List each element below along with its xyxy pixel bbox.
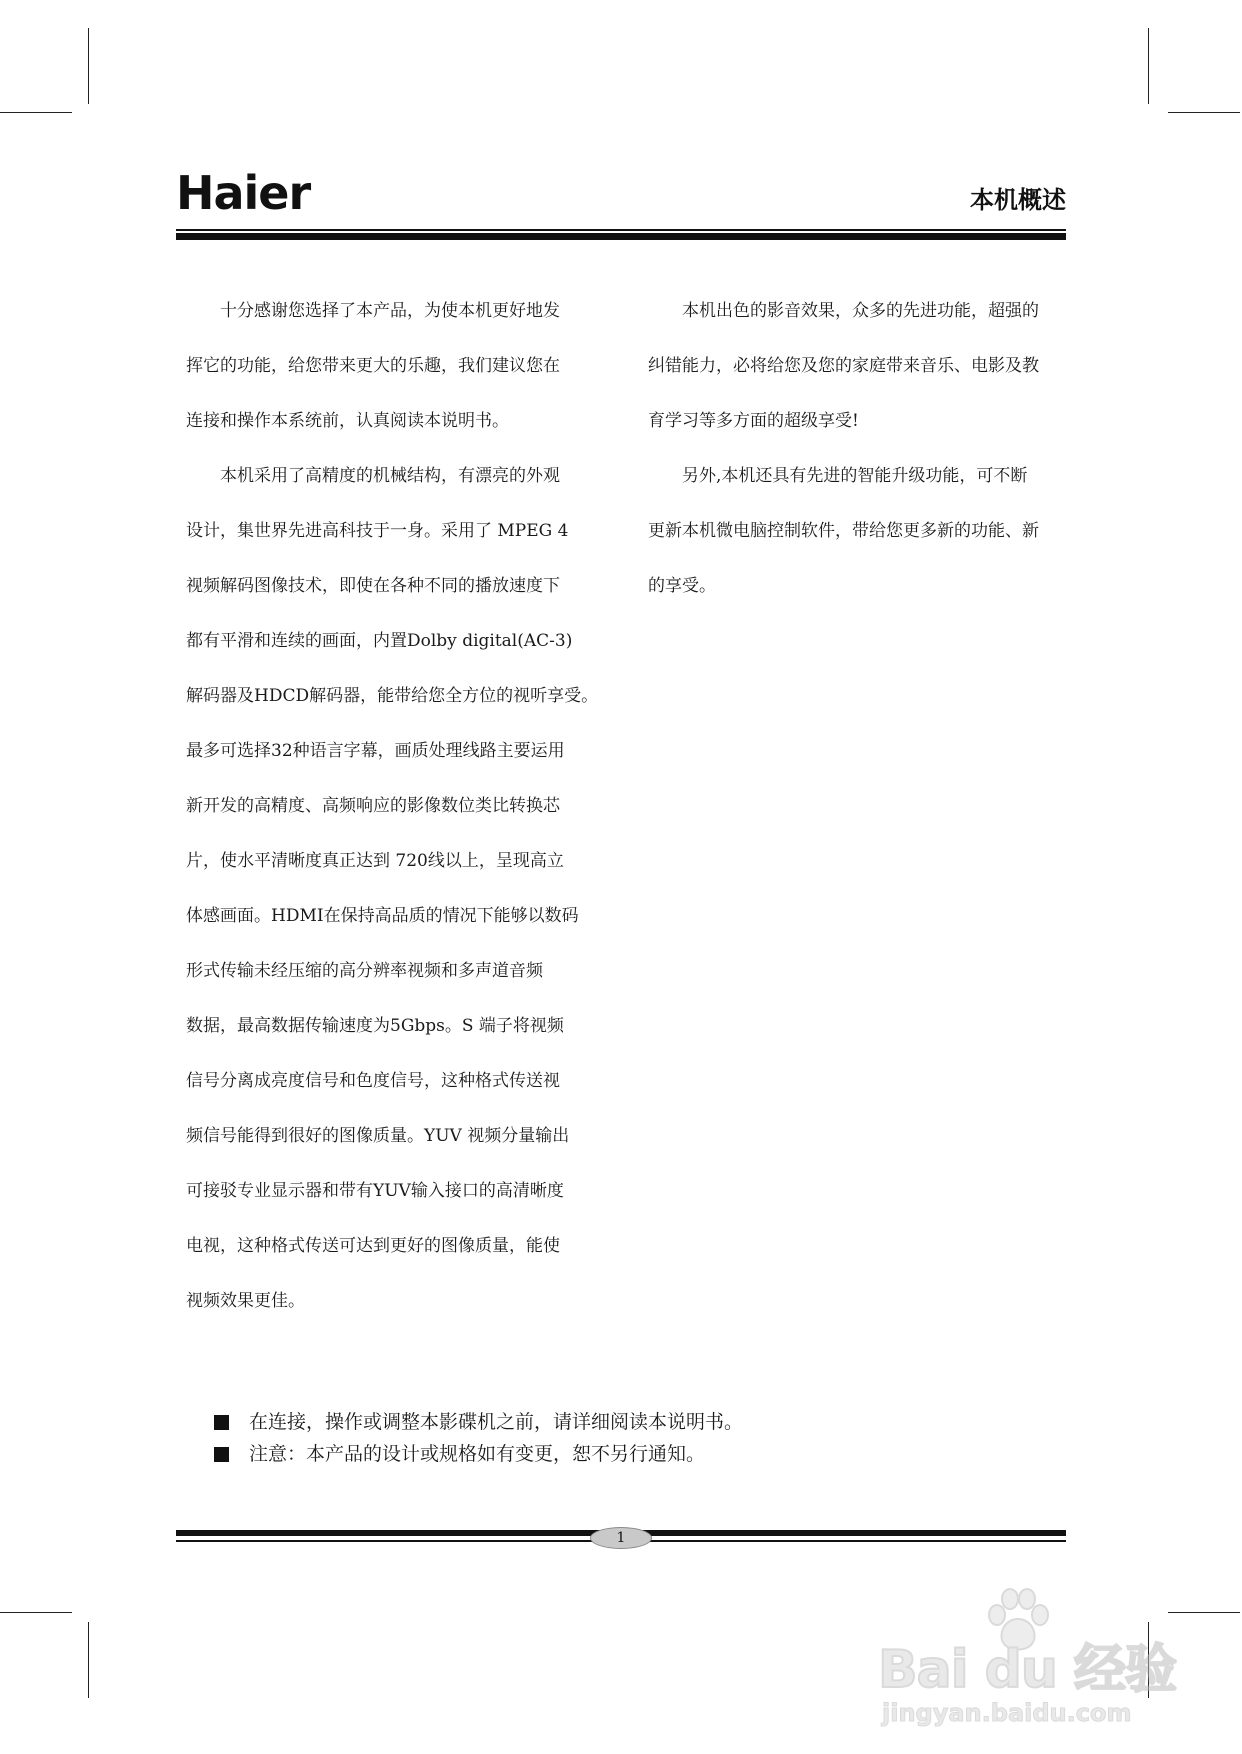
baidu-watermark: [878, 1585, 1178, 1745]
section-title: 本机概述: [970, 186, 1066, 214]
crop-mark: [88, 1622, 89, 1698]
square-bullet-icon: [214, 1447, 229, 1462]
crop-mark: [1148, 28, 1149, 104]
paragraph: 十分感谢您选择了本产品，为使本机更好地发 挥它的功能，给您带来更大的乐趣，我们建议您在 连接和操作本系统前，认真阅读本说明书。: [186, 301, 560, 431]
crop-mark: [1168, 1612, 1240, 1613]
note-item: [214, 1438, 743, 1470]
right-column: [648, 284, 1068, 614]
crop-mark: [88, 28, 89, 104]
brand-logo: Haier: [176, 166, 311, 220]
square-bullet-icon: [214, 1415, 229, 1430]
paragraph: 另外,本机还具有先进的智能升级功能，可不断 更新本机微电脑控制软件，带给您更多新的功能、新 的享受。: [648, 466, 1039, 596]
note-text: 注意：本产品的设计或规格如有变更，恕不另行通知。: [249, 1443, 706, 1465]
paragraph: 本机出色的影音效果，众多的先进功能，超强的 纠错能力，必将给您及您的家庭带来音乐、电影及教 育学习等多方面的超级享受!: [648, 301, 1039, 431]
note-text: 在连接，操作或调整本影碟机之前，请详细阅读本说明书。: [249, 1411, 744, 1433]
page-number: 1: [590, 1527, 652, 1549]
paragraph: 本机采用了高精度的机械结构，有漂亮的外观 设计，集世界先进高科技于一身。采用了 MPEG 4 视频解码图像技术，即使在各种不同的播放速度下 都有平滑和连续的画面，内置Dolby digital(AC-3) 解码器及HDCD解码器，能带给您全方位的视听享受。 最多可选择32种语言字幕，画质处理线路主要运用 新开发的高精度、高频响应的影像数位类比转换芯 片，使水平清晰度真正达到 720线以上，呈现高立 体感画面。HDMI在保持高品质的情况下能够以数码 形式传输未经压缩的高分辨率视频和多声道音频 数据，最高数据传输速度为5Gbps。S 端子将视频 信号分离成亮度信号和色度信号，这种格式传送视 频信号能得到很好的图像质量。YUV 视频分量输出 可接驳专业显示器和带有YUV输入接口的高清晰度 电视，这种格式传送可达到更好的图像质量，能使 视频效果更佳。: [186, 466, 599, 1311]
header-rule: [176, 233, 1066, 240]
watermark-url: jingyan.baidu.com: [882, 1699, 1132, 1727]
crop-mark: [0, 1612, 72, 1613]
crop-mark: [1168, 112, 1240, 113]
crop-mark: [0, 112, 72, 113]
watermark-brand: Bai du 经验: [878, 1640, 1176, 1700]
left-column: [186, 284, 606, 1329]
note-item: [214, 1406, 743, 1438]
header-rule: [176, 229, 1066, 231]
notes-list: [214, 1406, 743, 1470]
